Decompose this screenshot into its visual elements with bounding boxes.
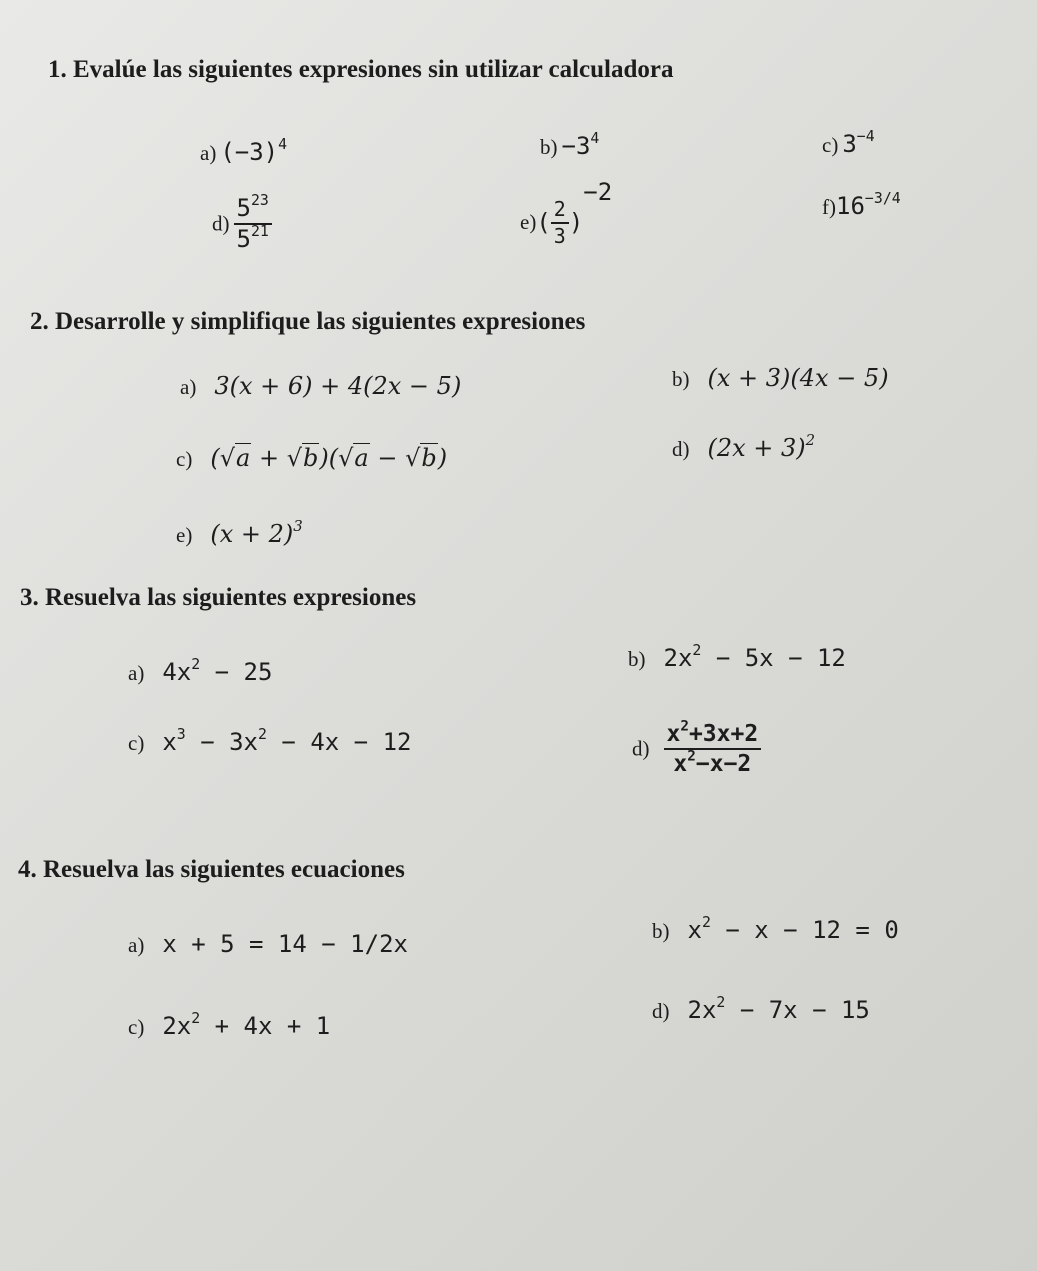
s1-item-f [822,188,901,220]
s2-item-d [672,430,816,462]
expression: $(-3)^4$ [220,134,288,166]
s2-item-e [176,516,303,548]
item-label: b) [672,367,690,391]
expression: 3(x + 6) + 4(2x − 5) [214,372,462,400]
expression: $16^{-3/4}$ [836,188,901,220]
item-label: d) [212,211,230,236]
expression: $(x + 2)^3$ [210,516,303,548]
s4-item-c [128,1008,331,1040]
expression: $x^3 - 3x^2 - 4x - 12$ [162,724,412,756]
expression: $2x^2 + 4x + 1$ [162,1008,331,1040]
s4-item-d [652,992,870,1024]
section-3-heading: 3. Resuelva las siguientes expresiones [20,584,417,611]
s2-item-a [180,372,461,400]
item-label: b) [652,919,670,943]
s3-item-a [128,654,273,686]
item-label: a) [128,933,145,957]
s1-item-e: e)( $\frac{2}{3}$ )$^{-2}$ [520,178,613,248]
s3-item-c [128,724,412,756]
item-label: f) [822,195,836,219]
item-label: d) [652,999,670,1023]
item-label: a) [180,375,197,399]
expression: $-3^4$ [561,128,600,160]
expression: x + 5 = 14 − 1/2x [162,930,408,958]
item-label: a) [200,141,217,165]
item-label: e) [176,523,193,547]
expression: $2x^2 - 5x - 12$ [663,640,846,672]
s4-item-a [128,930,408,958]
s1-item-b [540,128,600,160]
item-label: b) [540,135,558,159]
expression: $3^{-4}$ [842,126,875,158]
s1-item-a [200,134,288,166]
fraction: $\frac{x^2+3x+2}{x^2-x-2}$ [664,722,762,776]
s3-item-d [632,718,761,778]
item-label: b) [628,647,646,671]
expression: (x + 3)(4x − 5) [707,364,889,392]
s2-item-c [176,444,447,472]
item-label: a) [128,661,145,685]
expression: $4x^2 - 25$ [162,654,273,686]
s4-item-b [652,912,899,944]
section-1-heading: 1. Evalúe las siguientes expresiones sin utilizar calculadora [48,56,674,83]
s1-item-d [212,190,272,254]
expression: $(2x + 3)^2$ [707,430,816,462]
item-label: c) [822,133,839,157]
expression: $2x^2 - 7x - 15$ [687,992,870,1024]
s3-item-b [628,640,846,672]
expression: $x^2 - x - 12 = 0$ [687,912,899,944]
item-label: c) [176,447,193,471]
item-label: d) [632,736,650,761]
s2-item-b [672,364,889,392]
item-label: c) [128,731,145,755]
item-label: e) [520,210,537,235]
item-label: d) [672,437,690,461]
item-label: c) [128,1015,145,1039]
section-2-heading: 2. Desarrolle y simplifique las siguientes expresiones [30,308,586,335]
section-4-heading: 4. Resuelva las siguientes ecuaciones [18,856,405,883]
fraction: $\frac{5^{23}}{5^{21}}$ [234,196,272,252]
fraction: $\frac{2}{3}$ [551,199,569,247]
s1-item-c [822,126,875,158]
expression: (√a + √b)(√a − √b) [210,444,448,472]
